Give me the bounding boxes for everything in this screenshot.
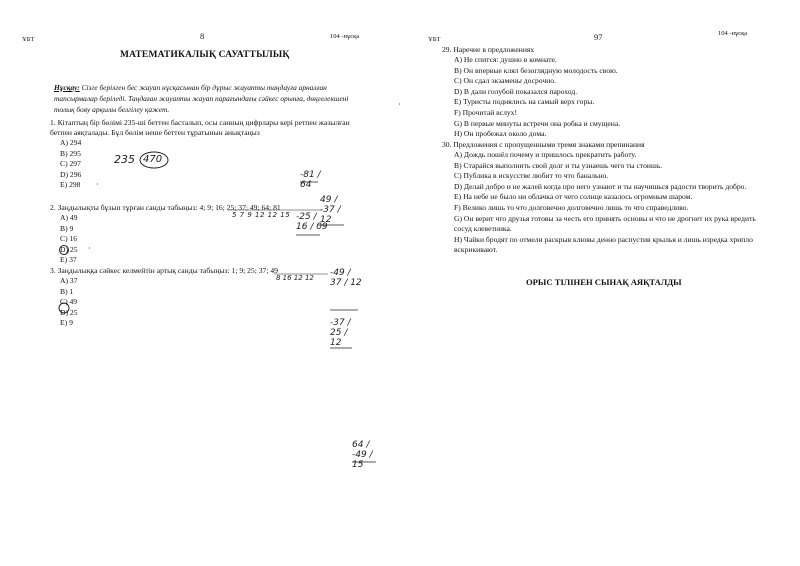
option-c[interactable]: C) Он сдал экзамены досрочно. — [454, 76, 556, 86]
option-c[interactable]: C) 297 — [60, 159, 81, 169]
page-number: 97 — [594, 32, 603, 42]
stray-mark: · — [88, 244, 91, 253]
option-e[interactable]: E) На небе не было ни облачка от чего солнце казалось огромным шаром. — [454, 192, 693, 202]
question-text: 3. Заңдылыққа сәйкес келмейтін артық санды табыңыз: 1; 9; 25; 37; 49 — [50, 266, 278, 275]
option-a[interactable]: A) 49 — [60, 213, 78, 222]
option-b[interactable]: B) Он впервые клял безоглядную молодость свою. — [454, 65, 618, 75]
handwritten-calc: -25 / 16 / 09 — [296, 212, 328, 232]
option-e[interactable]: E) 37 — [60, 255, 77, 265]
option-b[interactable]: B) 9 — [60, 223, 74, 233]
question-text: 29. Наречие в предложениях — [442, 45, 535, 54]
handwritten-calc: 64 / -49 / 15 — [352, 440, 373, 470]
option-f[interactable]: F) Велико лишь то что долговечно долговечно лишь то что справедливо. — [454, 202, 689, 212]
option-e[interactable]: E) 9 — [60, 318, 73, 328]
question-30 — [442, 140, 762, 256]
option-h[interactable]: H) Чайки бродят по отмели раскрыв клювы денно распустив крылья и лишь изредка хрипло вскрикивают. — [454, 234, 753, 255]
option-a[interactable]: A) Дождь пошёл почему и пришлось прекратить работу. — [454, 150, 637, 159]
option-g[interactable]: G) Он верит что друзья готовы за честь его принять основы и что не дрогнет их рука вредить сосуд клеветника. — [454, 213, 756, 234]
answer-circle-q2 — [60, 246, 69, 255]
question-text: 30. Предложения с пропущенными тремя знаками препинания — [442, 140, 645, 149]
handwritten-calc: -37 / 25 / 12 — [330, 318, 351, 348]
option-h[interactable]: H) Он пробежал около дома. — [454, 129, 547, 139]
section-end-text: ОРЫС ТІЛІНЕН СЫНАҚ АЯҚТАЛДЫ — [526, 277, 682, 287]
option-b[interactable]: B) 295 — [60, 148, 81, 158]
option-d[interactable]: D) 25 — [60, 307, 78, 317]
header-right: 104 -нұсқа — [718, 30, 748, 37]
option-g[interactable]: G) В первые минуты встречи она робка и смущена. — [454, 118, 621, 128]
question-text: 2. Заңдылықты бұзып тұрған санды табыңыз: 4; 9; 16; 25; 37; 49; 64; 81 — [50, 203, 281, 212]
handwritten-calc: 49 / -37 / 12 — [320, 195, 341, 225]
option-d[interactable]: D) 296 — [60, 169, 82, 179]
question-text: 1. Кітаптың бір бөлімі 235-ші беттен басталып, осы санның цифрлары кері ретпен жазылған бетпен аяқталады. Бұл бөлім неше беттен тұратынын анықтаңыз — [50, 118, 350, 137]
answer-circle-q3 — [59, 303, 69, 313]
handwritten-note: 8 16 12 12 — [276, 274, 314, 282]
option-d[interactable]: D) В дали голубой показался пароход. — [454, 86, 578, 96]
option-d[interactable]: D) 25 — [60, 244, 78, 254]
handwritten-note: 235 — [114, 153, 135, 166]
page-number: 8 — [200, 31, 205, 41]
option-f[interactable]: F) Прочитай вслух! — [454, 107, 517, 117]
option-b[interactable]: B) Старайся выполнить свой долг и ты узнаешь чего ты стоишь. — [454, 160, 663, 170]
page-title: МАТЕМАТИКАЛЫҚ САУАТТЫЛЫҚ — [120, 50, 290, 60]
option-a[interactable]: A) 294 — [60, 138, 82, 147]
option-e[interactable]: E) 298 — [60, 180, 81, 190]
option-a[interactable]: A) 37 — [60, 276, 78, 285]
instruction-text: Сізге берілген бес жауап нұсқасынан бір дұрыс жауапты таңдауға арналған тапсырмалар беріледі. Таңдаған жауапты жауап парағындағы сәйкес орынға, дөңгелекшені толық бояу арқылы белгілеу қажет. — [54, 83, 349, 115]
stray-mark: · — [398, 100, 401, 109]
question-29 — [442, 45, 762, 140]
option-c[interactable]: C) Публика в искусстве любит то что банально. — [454, 171, 609, 181]
handwritten-note: 5 7 9 12 12 15 — [232, 211, 291, 219]
handwritten-note: 470 — [143, 154, 163, 165]
option-c[interactable]: C) 16 — [60, 234, 78, 244]
stray-mark: · — [96, 180, 99, 189]
option-b[interactable]: B) 1 — [60, 286, 74, 296]
instruction-label: Нұсқау: — [54, 83, 80, 92]
header-left: ҰБТ — [428, 36, 441, 43]
handwritten-calc: -49 / 37 / 12 — [330, 268, 362, 288]
option-c[interactable]: C) 49 — [60, 297, 78, 307]
header-right: 104 -нұсқа — [330, 33, 360, 40]
right-page — [400, 0, 800, 566]
header-left: ҰБТ — [22, 36, 35, 43]
option-e[interactable]: E) Туристы поднялись на самый верх горы. — [454, 97, 595, 107]
handwritten-calc: -81 / 64 — [300, 170, 321, 190]
option-d[interactable]: D) Делай добро и не жалей когда про него узнают и ты научишься радости творить добро. — [454, 181, 747, 191]
option-a[interactable]: A) Не спится: душно в комнате. — [454, 55, 557, 64]
